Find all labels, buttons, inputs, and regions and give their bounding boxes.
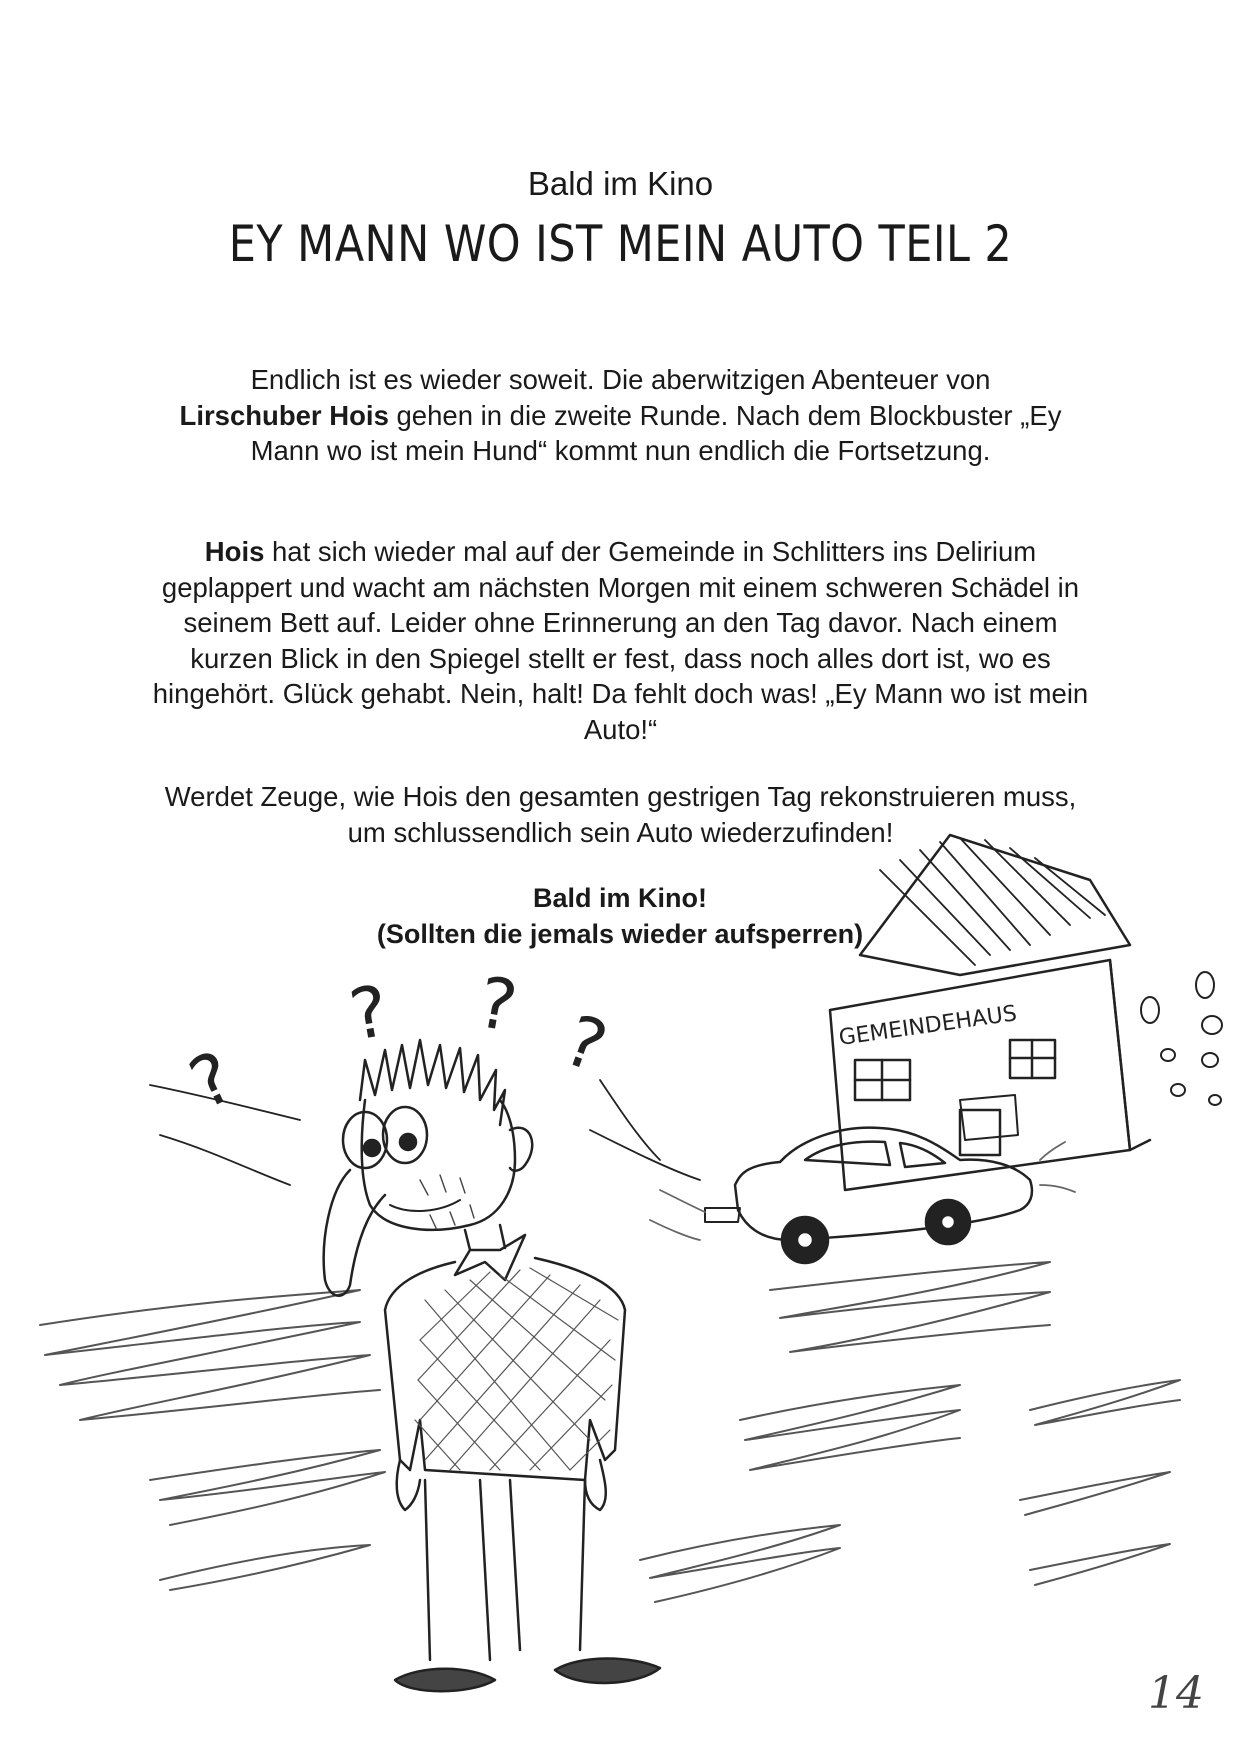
- question-mark-2: ?: [343, 969, 395, 1057]
- character-name-short: Hois: [204, 536, 265, 567]
- page-title: EY MANN WO IST MEIN AUTO TEIL 2: [228, 215, 1013, 273]
- page-kicker: Bald im Kino: [527, 165, 714, 202]
- character-name: Lirschuber Hois: [179, 399, 389, 431]
- ground-scribble-right: [640, 1262, 1180, 1602]
- intro-text-a: Endlich ist es wieder soweit. Die aberwitzigen Abenteuer von: [250, 364, 991, 395]
- plot-text: hat sich wieder mal auf der Gemeinde in Schlitters ins Delirium geplappert und wacht am nächsten Morgen mit einem schweren Schädel in seinem Bett auf. Leider ohne Erinnerung an den Tag davor. Nach einem kurzen Blick in den Spiegel stellt er fest, dass noch alles dort ist, wo es hingehört. Glück gehabt. Nein, halt! Da fehlt doch was! „Ey Mann wo ist mein Auto!“: [152, 536, 1089, 745]
- smoke-circles: [1141, 972, 1222, 1105]
- page-number: 14: [1148, 1668, 1204, 1719]
- ground-scribble-left: [40, 1290, 385, 1590]
- paragraph-teaser: Werdet Zeuge, wie Hois den gesamten gestrigen Tag rekonstruieren muss, um schlussendlich sein Auto wiederzufinden!: [164, 781, 1077, 848]
- car-drawing: [650, 1095, 1075, 1263]
- question-marks: [178, 961, 618, 1125]
- building-sign: GEMEINDEHAUS: [837, 1001, 1019, 1051]
- question-mark-3: ?: [472, 960, 523, 1049]
- closing-line-1: Bald im Kino!: [533, 883, 707, 913]
- question-mark-4: ?: [554, 998, 618, 1089]
- intro-text-b: gehen in die zweite Runde. Nach dem Blockbuster „Ey Mann wo ist mein Hund“ kommt nun endlich die Fortsetzung.: [250, 399, 1062, 466]
- closing-line-2: (Sollten die jemals wieder aufsperren): [376, 919, 864, 949]
- confused-man-drawing: [150, 1040, 700, 1691]
- municipal-building-drawing: [830, 835, 1222, 1190]
- question-mark-1: ?: [177, 1035, 246, 1126]
